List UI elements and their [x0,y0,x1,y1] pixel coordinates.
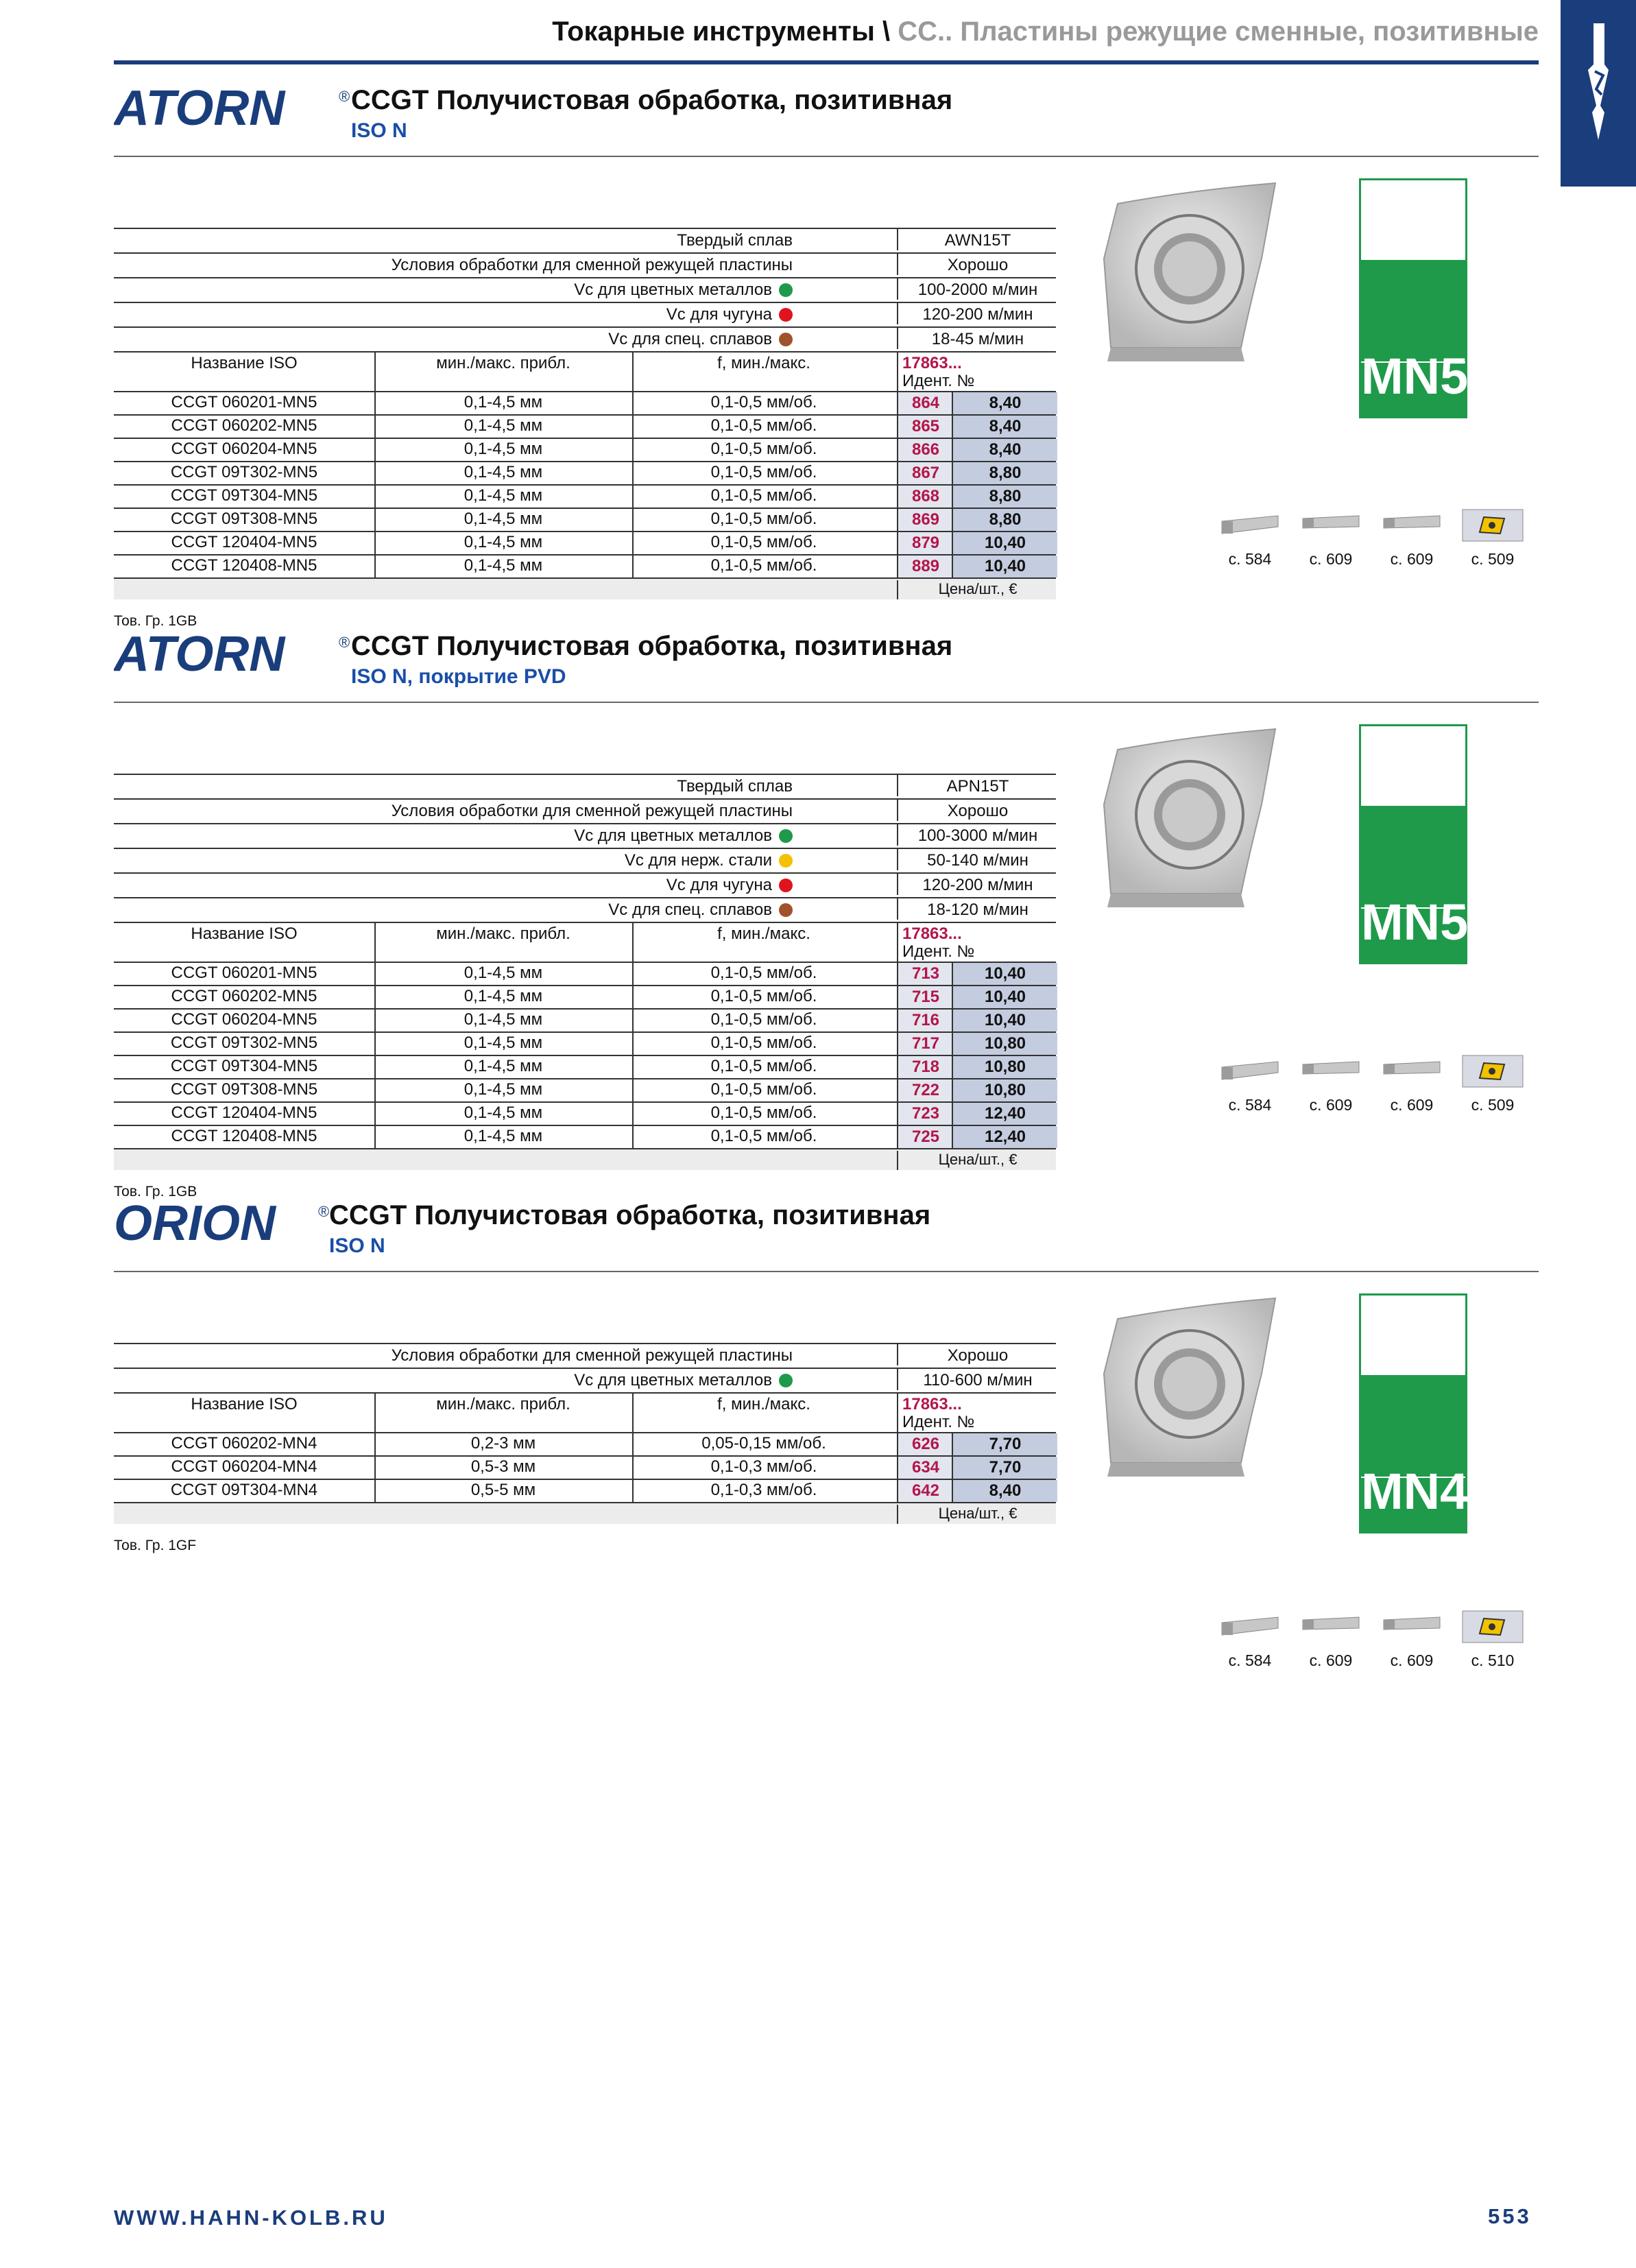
condition-value: 18-45 м/мин [897,328,1057,349]
table-cell: 0,1-4,5 мм [464,556,543,575]
column-header: Название ISO [191,1395,298,1413]
table-row[interactable] [114,486,1056,509]
section-subtitle: ISO N [329,1234,385,1257]
page-reference-link[interactable]: с. 510 [1471,1651,1515,1669]
ident-number[interactable]: 626 [897,1433,953,1455]
price: 7,70 [952,1457,1057,1479]
page-reference-link[interactable]: с. 609 [1390,1651,1434,1669]
product-table [114,228,1056,599]
table-cell: CCGT 060204-MN5 [171,440,317,458]
product-section-atorn-2 [0,630,1636,1199]
condition-row [114,898,1056,923]
product-section-orion [0,1199,1636,1669]
table-header [114,1394,1056,1433]
tool-references [1219,1055,1528,1114]
insert-shape-icon[interactable] [1462,509,1524,542]
toolholder-icon[interactable] [1300,1610,1362,1643]
svg-text:ORION: ORION [114,1199,276,1247]
column-header: мин./макс. прибл. [436,924,570,943]
price: 8,40 [952,1480,1057,1502]
svg-text:®: ® [318,1203,330,1220]
header-title [552,16,1539,47]
product-section-atorn-1 [0,84,1636,629]
table-cell: 0,1-4,5 мм [464,416,543,435]
page-header [0,0,1636,69]
price: 8,80 [952,509,1057,531]
ident-number[interactable]: 889 [897,556,953,577]
price: 8,40 [952,392,1057,414]
price: 10,40 [952,963,1057,985]
table-cell: 0,05-0,15 мм/об. [701,1434,826,1453]
toolholder-icon[interactable] [1219,1610,1281,1643]
section-rule [114,1271,1539,1272]
product-group: Тов. Гр. 1GF [114,1538,197,1553]
table-cell: 0,1-0,5 мм/об. [710,1080,817,1099]
column-header: f, мин./макс. [717,354,810,372]
column-header: мин./макс. прибл. [436,1395,570,1413]
condition-label: Vc для нерж. стали [625,851,793,870]
table-row[interactable] [114,439,1056,462]
table-row[interactable] [114,1033,1056,1056]
ident-number[interactable]: 717 [897,1033,953,1055]
material-dot-icon [779,854,793,868]
section-title: CCGT Получистовая обработка, позитивная [351,631,953,661]
column-header: мин./макс. прибл. [436,354,570,372]
page-reference-link[interactable]: с. 609 [1390,550,1434,568]
ident-number[interactable]: 879 [897,532,953,554]
chipbreaker-badge [1359,724,1467,964]
header-category: Токарные инструменты \ [552,16,891,47]
svg-text:ATORN: ATORN [114,84,285,132]
price: 8,40 [952,416,1057,438]
header-subcategory: CC.. Пластины режущие сменные, позитивные [898,16,1539,47]
table-row[interactable] [114,963,1056,986]
price: 8,80 [952,462,1057,484]
material-dot-icon [779,879,793,892]
table-row[interactable] [114,509,1056,532]
price: 8,40 [952,439,1057,461]
svg-text:®: ® [339,634,350,651]
condition-value: APN15T [897,775,1057,796]
badge-label: MN5 [1361,894,1469,951]
page-reference-link[interactable]: с. 609 [1390,1096,1434,1114]
table-header [114,353,1056,392]
table-cell: CCGT 09T304-MN5 [170,486,318,505]
svg-text:®: ® [339,88,350,105]
price-label: Цена/шт., € [897,1505,1057,1524]
ident-number[interactable]: 716 [897,1010,953,1031]
section-subtitle: ISO N [351,119,407,142]
brand-logo [114,1199,340,1247]
table-cell: 0,1-4,5 мм [464,1057,543,1075]
toolholder-icon[interactable] [1219,509,1281,542]
ident-label: Идент. № [902,942,975,961]
table-cell: 0,1-4,5 мм [464,440,543,458]
ident-number[interactable]: 722 [897,1079,953,1101]
ident-number[interactable]: 713 [897,963,953,985]
table-row[interactable] [114,1056,1056,1079]
ident-number[interactable]: 634 [897,1457,953,1479]
ident-number[interactable]: 723 [897,1103,953,1125]
column-header: Название ISO [191,924,298,943]
section-rule [114,156,1539,157]
svg-text:ATORN: ATORN [114,630,285,678]
table-cell: 0,1-0,3 мм/об. [710,1481,817,1499]
material-dot-icon [779,308,793,322]
table-cell: CCGT 09T308-MN5 [170,1080,318,1099]
insert-image [1090,722,1296,907]
table-row[interactable] [114,1079,1056,1103]
table-row[interactable] [114,532,1056,556]
table-cell: 0,1-0,3 мм/об. [710,1457,817,1476]
ident-label: Идент. № [902,372,975,390]
condition-row [114,849,1056,874]
condition-label: Условия обработки для сменной режущей пластины [391,1346,793,1365]
price: 10,40 [952,1010,1057,1031]
ident-number[interactable]: 715 [897,986,953,1008]
condition-label: Твердый сплав [677,231,793,250]
ident-number[interactable]: 718 [897,1056,953,1078]
condition-row [114,775,1056,800]
condition-value: 120-200 м/мин [897,874,1057,895]
price: 10,80 [952,1056,1057,1078]
table-cell: 0,1-0,5 мм/об. [710,1010,817,1029]
toolholder-icon[interactable] [1381,1055,1443,1088]
page-reference-link[interactable]: с. 584 [1228,1096,1272,1114]
condition-row [114,824,1056,849]
table-cell: CCGT 060201-MN5 [171,964,317,982]
price: 10,80 [952,1079,1057,1101]
product-group: Тов. Гр. 1GB [114,613,197,629]
page-reference-link[interactable]: с. 609 [1309,1096,1353,1114]
table-cell: CCGT 09T302-MN5 [170,1034,318,1052]
price-footer [114,579,1056,599]
table-cell: 0,1-0,5 мм/об. [710,1103,817,1122]
material-dot-icon [779,903,793,917]
footer-url[interactable]: WWW.HAHN-KOLB.RU [114,2206,388,2230]
table-cell: 0,1-0,5 мм/об. [710,1127,817,1145]
price: 10,40 [952,556,1057,577]
table-cell: CCGT 120408-MN5 [171,556,317,575]
ident-number[interactable]: 869 [897,509,953,531]
table-cell: 0,1-0,5 мм/об. [710,556,817,575]
table-cell: 0,2-3 мм [470,1434,536,1453]
section-title: CCGT Получистовая обработка, позитивная [351,85,953,115]
price-label: Цена/шт., € [897,1151,1057,1170]
price: 10,40 [952,532,1057,554]
toolholder-icon[interactable] [1300,1055,1362,1088]
table-row[interactable] [114,1433,1056,1457]
badge-label: MN5 [1361,348,1469,405]
condition-row [114,229,1056,254]
ident-label: Идент. № [902,1413,975,1431]
condition-value: 110-600 м/мин [897,1369,1057,1390]
table-row[interactable] [114,1480,1056,1503]
toolholder-icon[interactable] [1381,1610,1443,1643]
section-rule [114,702,1539,703]
table-cell: 0,1-4,5 мм [464,1127,543,1145]
condition-row [114,1344,1056,1369]
tool-references [1219,509,1528,568]
table-cell: 0,1-0,5 мм/об. [710,463,817,481]
price: 8,80 [952,486,1057,508]
table-cell: 0,1-4,5 мм [464,486,543,505]
ident-number[interactable]: 867 [897,462,953,484]
table-row[interactable] [114,416,1056,439]
table-cell: CCGT 09T302-MN5 [170,463,318,481]
ident-number[interactable]: 864 [897,392,953,414]
price: 12,40 [952,1103,1057,1125]
table-cell: CCGT 120408-MN5 [171,1127,317,1145]
condition-value: 100-3000 м/мин [897,824,1057,846]
price-label: Цена/шт., € [897,580,1057,599]
table-row[interactable] [114,1010,1056,1033]
table-cell: 0,1-0,5 мм/об. [710,987,817,1005]
condition-label: Условия обработки для сменной режущей пластины [391,256,793,274]
page-reference-link[interactable]: с. 609 [1309,550,1353,568]
table-cell: 0,1-0,5 мм/об. [710,393,817,411]
table-cell: 0,1-0,5 мм/об. [710,510,817,528]
table-row[interactable] [114,556,1056,579]
brand-logo [114,630,361,678]
price: 10,40 [952,986,1057,1008]
page-reference-link[interactable]: с. 509 [1471,1096,1515,1114]
table-cell: 0,1-0,5 мм/об. [710,533,817,551]
condition-row [114,254,1056,278]
condition-value: Хорошо [897,1344,1057,1365]
table-cell: 0,1-4,5 мм [464,533,543,551]
toolholder-icon[interactable] [1219,1055,1281,1088]
page-number: 553 [1488,2204,1532,2228]
condition-row [114,1369,1056,1394]
insert-image [1090,1291,1296,1477]
badge-label: MN4 [1361,1463,1469,1520]
price-footer [114,1503,1056,1524]
header-rule [114,60,1539,64]
condition-value: AWN15T [897,229,1057,250]
table-cell: 0,1-4,5 мм [464,964,543,982]
table-cell: CCGT 09T304-MN5 [170,1057,318,1075]
table-cell: 0,1-0,5 мм/об. [710,964,817,982]
condition-label: Vc для цветных металлов [574,826,793,846]
price: 7,70 [952,1433,1057,1455]
condition-row [114,278,1056,303]
condition-value: Хорошо [897,254,1057,275]
table-cell: 0,1-0,5 мм/об. [710,416,817,435]
table-cell: CCGT 060204-MN5 [171,1010,317,1029]
article-code: 17863... [902,1395,962,1413]
ident-number[interactable]: 868 [897,486,953,508]
tool-references [1219,1610,1528,1669]
insert-image [1090,176,1296,361]
table-cell: 0,1-4,5 мм [464,463,543,481]
insert-shape-icon[interactable] [1462,1055,1524,1088]
article-code: 17863... [902,354,962,372]
material-dot-icon [779,283,793,297]
material-dot-icon [779,1374,793,1387]
table-cell: 0,1-4,5 мм [464,1080,543,1099]
section-subtitle: ISO N, покрытие PVD [351,665,566,688]
table-row[interactable] [114,392,1056,416]
table-cell: 0,1-4,5 мм [464,1034,543,1052]
material-dot-icon [779,829,793,843]
price-footer [114,1149,1056,1170]
page-reference-link[interactable]: с. 509 [1471,550,1515,568]
table-cell: 0,1-0,5 мм/об. [710,1034,817,1052]
table-cell: 0,1-0,5 мм/об. [710,440,817,458]
ident-number[interactable]: 725 [897,1126,953,1148]
table-cell: 0,1-0,5 мм/об. [710,1057,817,1075]
condition-row [114,800,1056,824]
ident-number[interactable]: 642 [897,1480,953,1502]
material-dot-icon [779,333,793,346]
condition-row [114,303,1056,328]
condition-label: Vc для цветных металлов [574,1371,793,1390]
product-group: Тов. Гр. 1GB [114,1184,197,1199]
table-cell: CCGT 060202-MN4 [171,1434,317,1453]
price: 12,40 [952,1126,1057,1148]
table-row[interactable] [114,1103,1056,1126]
condition-label: Vc для спец. сплавов [608,330,793,349]
table-cell: CCGT 09T308-MN5 [170,510,318,528]
section-title: CCGT Получистовая обработка, позитивная [329,1200,931,1230]
table-cell: 0,5-3 мм [470,1457,536,1476]
chipbreaker-badge [1359,1293,1467,1533]
ident-number[interactable]: 865 [897,416,953,438]
column-header: Название ISO [191,354,298,372]
insert-shape-icon[interactable] [1462,1610,1524,1643]
condition-value: 50-140 м/мин [897,849,1057,870]
condition-value: Хорошо [897,800,1057,821]
condition-row [114,328,1056,353]
page-reference-link[interactable]: с. 584 [1228,1651,1272,1669]
table-cell: 0,5-5 мм [470,1481,536,1499]
page-reference-link[interactable]: с. 609 [1309,1651,1353,1669]
condition-value: 120-200 м/мин [897,303,1057,324]
condition-label: Условия обработки для сменной режущей пластины [391,802,793,820]
condition-value: 100-2000 м/мин [897,278,1057,300]
table-row[interactable] [114,1126,1056,1149]
page-reference-link[interactable]: с. 584 [1228,550,1272,568]
condition-value: 18-120 м/мин [897,898,1057,920]
condition-row [114,874,1056,898]
table-cell: 0,1-4,5 мм [464,1103,543,1122]
table-row[interactable] [114,1457,1056,1480]
condition-label: Vc для цветных металлов [574,280,793,300]
product-table [114,774,1056,1170]
table-cell: CCGT 060201-MN5 [171,393,317,411]
table-row[interactable] [114,462,1056,486]
table-cell: CCGT 120404-MN5 [171,533,317,551]
product-table [114,1343,1056,1524]
condition-label: Твердый сплав [677,777,793,796]
column-header: f, мин./макс. [717,924,810,943]
condition-label: Vc для чугуна [666,876,793,895]
chipbreaker-badge [1359,178,1467,418]
brand-logo [114,84,361,132]
condition-label: Vc для чугуна [666,305,793,324]
table-row[interactable] [114,986,1056,1010]
article-code: 17863... [902,924,962,943]
toolholder-icon[interactable] [1381,509,1443,542]
table-cell: CCGT 09T304-MN4 [170,1481,318,1499]
table-cell: 0,1-4,5 мм [464,1010,543,1029]
table-header [114,923,1056,963]
column-header: f, мин./макс. [717,1395,810,1413]
table-cell: 0,1-4,5 мм [464,987,543,1005]
table-cell: 0,1-4,5 мм [464,510,543,528]
table-cell: CCGT 060202-MN5 [171,987,317,1005]
toolholder-icon[interactable] [1300,509,1362,542]
table-cell: 0,1-4,5 мм [464,393,543,411]
table-cell: CCGT 060204-MN4 [171,1457,317,1476]
table-cell: 0,1-0,5 мм/об. [710,486,817,505]
table-cell: CCGT 060202-MN5 [171,416,317,435]
ident-number[interactable]: 866 [897,439,953,461]
table-cell: CCGT 120404-MN5 [171,1103,317,1122]
condition-label: Vc для спец. сплавов [608,900,793,920]
price: 10,80 [952,1033,1057,1055]
